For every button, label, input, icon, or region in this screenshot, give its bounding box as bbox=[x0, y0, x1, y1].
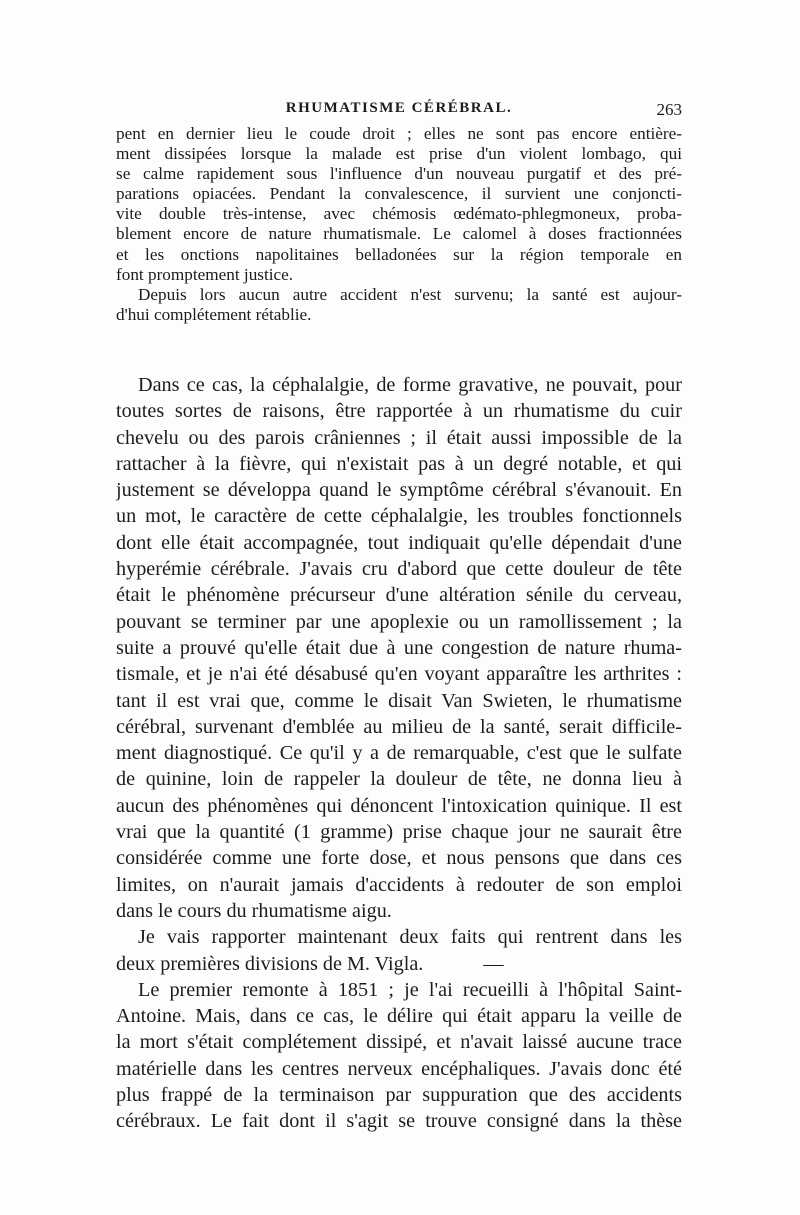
text-line: chevelu ou des parois crâniennes ; il était aussi impossible de la bbox=[116, 426, 682, 449]
text-line: un mot, le caractère de cette céphalalgie, les troubles fonctionnels bbox=[116, 505, 682, 528]
text-line: Je vais rapporter maintenant deux faits qui rentrent dans les bbox=[138, 926, 682, 949]
text-line: Depuis lors aucun autre accident n'est survenu; la santé est aujour- bbox=[138, 284, 682, 304]
text-line: tismale, et je n'ai été désabusé qu'en voyant apparaître les arthrites : bbox=[116, 663, 682, 686]
text-line: vrai que la quantité (1 gramme) prise chaque jour ne saurait être bbox=[116, 821, 682, 844]
text-line: parations opiacées. Pendant la convalescence, il survient une conjoncti- bbox=[116, 184, 682, 204]
paragraph-discussion bbox=[116, 372, 682, 924]
text-line: Le premier remonte à 1851 ; je l'ai recueilli à l'hôpital Saint- bbox=[138, 978, 682, 1001]
text-line: dans le cours du rhumatisme aigu. bbox=[116, 899, 392, 922]
paragraph-transition bbox=[116, 924, 682, 977]
text-line: vite double très-intense, avec chémosis œdémato-phlegmoneux, proba- bbox=[116, 204, 682, 224]
small-print-block bbox=[116, 124, 682, 325]
running-head bbox=[116, 100, 682, 122]
text-line: pouvant se terminer par une apoplexie ou un ramollissement ; la bbox=[116, 610, 682, 633]
text-line: limites, on n'aurait jamais d'accidents à redouter de son emploi bbox=[116, 873, 682, 896]
paragraph-continuation bbox=[116, 124, 682, 285]
text-line: se calme rapidement sous l'influence d'un nouveau purgatif et des pré- bbox=[116, 164, 682, 184]
text-line: Dans ce cas, la céphalalgie, de forme gravative, ne pouvait, pour bbox=[138, 374, 682, 396]
paragraph-first-case bbox=[116, 977, 682, 1135]
text-line: de quinine, loin de rappeler la douleur de tête, ne donna lieu à bbox=[116, 768, 682, 791]
text-line: ment dissipées lorsque la malade est prise d'un violent lombago, qui bbox=[116, 144, 682, 164]
text-line: ment diagnostiqué. Ce qu'il y a de remarquable, c'est que le sulfate bbox=[116, 742, 682, 765]
text-line: rattacher à la fièvre, qui n'existait pas à un degré notable, et qui bbox=[116, 452, 682, 475]
text-line: dont elle était accompagnée, tout indiquait qu'elle dépendait d'une bbox=[116, 531, 682, 554]
text-line: justement se développa quand le symptôme cérébral s'évanouit. En bbox=[116, 479, 682, 502]
running-title: RHUMATISME CÉRÉBRAL. bbox=[285, 100, 513, 116]
body-text-block bbox=[116, 372, 682, 1135]
text-line: hyperémie cérébrale. J'avais cru d'abord que cette douleur de tête bbox=[116, 558, 682, 581]
text-line: Antoine. Mais, dans ce cas, le délire qui était apparu la veille de bbox=[116, 1005, 682, 1028]
text-line: était le phénomène précurseur d'une altération sénile du cerveau, bbox=[116, 584, 682, 607]
text-line: suite a prouvé qu'elle était due à une congestion de nature rhuma- bbox=[116, 636, 682, 659]
text-line: blement encore de nature rhumatismale. Le calomel à doses fractionnées bbox=[116, 224, 682, 244]
text-line: cérébral, survenant d'emblée au milieu de la santé, serait difficile- bbox=[116, 715, 682, 738]
text-line: toutes sortes de raisons, être rapportée à un rhumatisme du cuir bbox=[116, 400, 682, 423]
text-line-content: deux premières divisions de M. Vigla. bbox=[116, 952, 424, 975]
text-line: cérébraux. Le fait dont il s'agit se trouve consigné dans la thèse bbox=[116, 1110, 682, 1133]
text-line: la mort s'était complétement dissipé, et n'avait laissé aucune trace bbox=[116, 1031, 682, 1054]
text-line: pent en dernier lieu le coude droit ; elles ne sont pas encore entière- bbox=[116, 124, 682, 143]
text-line: tant il est vrai que, comme le disait Van Swieten, le rhumatisme bbox=[116, 689, 682, 712]
text-line: et les onctions napolitaines belladonées sur la région temporale en bbox=[116, 244, 682, 264]
paragraph-recovery bbox=[116, 285, 682, 325]
page-number: 263 bbox=[656, 100, 682, 119]
text-line: plus frappé de la terminaison par suppuration que des accidents bbox=[116, 1084, 682, 1107]
text-line: matérielle dans les centres nerveux encéphaliques. J'avais donc été bbox=[116, 1057, 682, 1080]
text-line bbox=[116, 951, 682, 977]
text-line: considérée comme une forte dose, et nous pensons que dans ces bbox=[116, 847, 682, 870]
text-line: d'hui complétement rétablie. bbox=[116, 304, 312, 324]
section-dash: — bbox=[483, 952, 504, 975]
text-line: font promptement justice. bbox=[116, 264, 294, 284]
text-line: aucun des phénomènes qui dénoncent l'intoxication quinique. Il est bbox=[116, 794, 682, 817]
